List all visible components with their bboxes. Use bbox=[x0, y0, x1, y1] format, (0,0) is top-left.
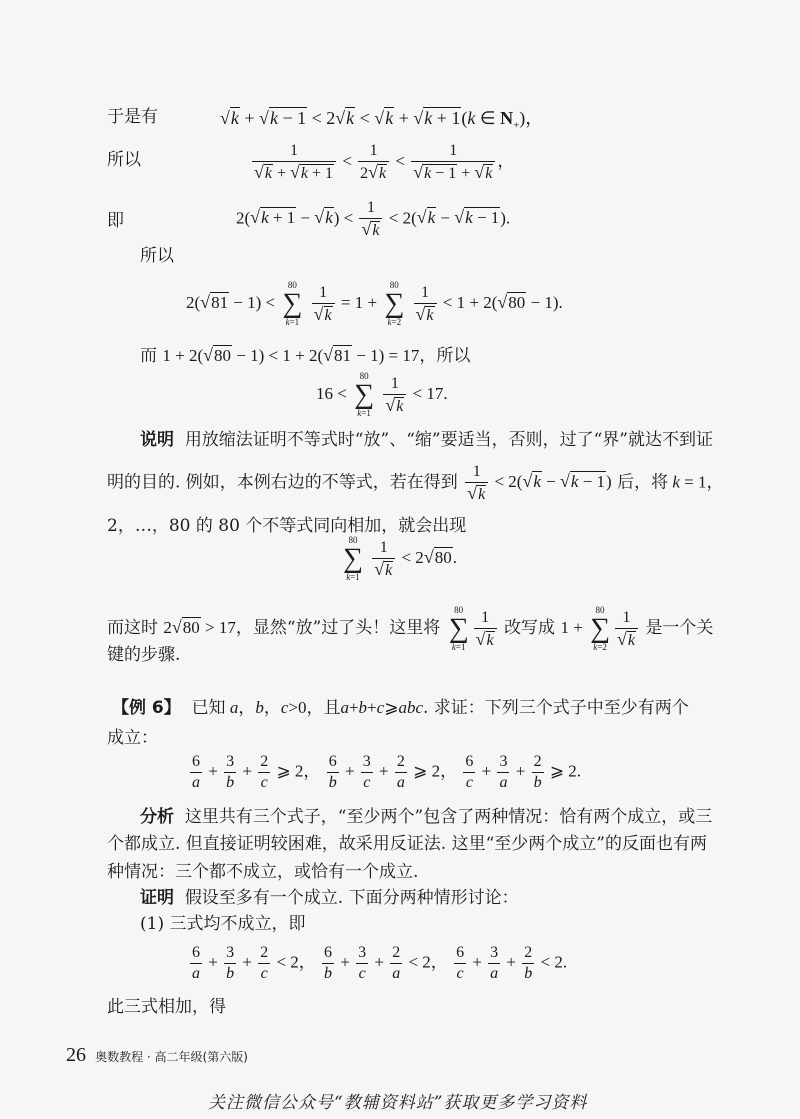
text-fenxi-2: 个都成立. 但直接证明较困难，故采用反证法. 这里“至少两个成立”的反面也有两 bbox=[107, 834, 707, 854]
paragraph-li6: 【例 6】 已知 a，b，c>0，且a+b+c⩾abc. 求证：下列三个式子中至少有两个 bbox=[112, 698, 689, 718]
text-fenxi-3: 种情况：三个都不成立，或恰有一个成立. bbox=[107, 862, 419, 882]
text-li6-d: 成立： bbox=[107, 728, 158, 748]
sentence-er: 而 1 + 2(√80 − 1) < 1 + 2(√81 − 1) = 17，所以 bbox=[140, 345, 471, 366]
label-li6: 【例 6】 bbox=[112, 698, 181, 718]
label-suoyi-1: 所以 bbox=[107, 150, 141, 170]
text-li6-b: ，且 bbox=[306, 698, 341, 718]
label-suoyi-2: 所以 bbox=[140, 246, 174, 266]
text-erzhe-d: 是一个关 bbox=[645, 617, 714, 638]
paragraph-shuoming-line2: 明的目的. 例如，本例右边的不等式，若在得到 $\frac{1}{√k}$ < 2(√k − √k − 1) 后，将 k = 1， bbox=[107, 463, 724, 503]
text-erzhe-a: 而这时 bbox=[107, 617, 158, 638]
text-case1: (1) 三式均不成立，即 bbox=[140, 914, 306, 934]
formula-ineq-2: 2(√k + 1 − √k) < $\frac{1}{√k}$ < 2(√k − √k − 1). bbox=[236, 199, 511, 239]
text-shuoming-2a: 明的目的. 例如，本例右边的不等式，若在得到 bbox=[107, 472, 458, 493]
formula-final-bound: 16 < 80 ∑ k=1 $\frac{1}{√k}$ < 17. bbox=[316, 371, 448, 418]
text-zhengming-1: 假设至多有一个成立. 下面分两种情形讨论： bbox=[184, 888, 519, 908]
label-yushiyou: 于是有 bbox=[107, 107, 158, 127]
label-fenxi: 分析 bbox=[140, 807, 174, 827]
text-shuoming-3: 2，…，80 的 80 个不等式同向相加，就会出现 bbox=[107, 516, 467, 536]
book-title: 奥数教程 · 高二年级(第六版) bbox=[95, 1050, 248, 1064]
text-erzhe-e: 键的步骤. bbox=[107, 645, 181, 665]
paragraph-shuoming-line1 bbox=[140, 428, 713, 452]
text-cishi: 此三式相加，得 bbox=[107, 997, 226, 1017]
formula-sum-2sqrt80: 80 ∑ k=1 $\frac{1}{√k}$ < 2√80. bbox=[343, 535, 457, 582]
label-shuoming: 说明 bbox=[140, 430, 174, 450]
label-er-suffix: ，所以 bbox=[419, 346, 471, 366]
text-li6-c: . 求证：下列三个式子中至少有两个 bbox=[422, 698, 689, 718]
text-erzhe-b: ，显然“放”过了头！这里将 bbox=[235, 617, 441, 638]
paragraph-fenxi-1 bbox=[140, 805, 712, 829]
label-er: 而 bbox=[140, 346, 157, 366]
formula-fractions-1: $\frac{1}{√k + √k + 1}$ < $\frac{1}{2√k}$ < $\frac{1}{√k - 1 + √k}$ ， bbox=[254, 142, 515, 182]
formula-three-ineq-lt: $\frac{6}{a}$ + $\frac{3}{b}$ + $\frac{2}{c}$ < 2， $\frac{6}{b}$ + $\frac{3}{c}$ + $\frac{2}{a}$ < 2， $\frac{6}{c}$ + $\frac{3}{a}$ + $\frac{2}{b}$ < 2. bbox=[192, 944, 568, 982]
watermark-text: 关注微信公众号“教辅资料站”获取更多学习资料 bbox=[208, 1093, 588, 1113]
formula-ineq-1: √k + √k − 1 < 2√k < √k + √k + 1(k ∈ $N_+$)， bbox=[220, 108, 544, 132]
label-zhengming: 证明 bbox=[140, 888, 174, 908]
page-number: 26 bbox=[66, 1044, 86, 1066]
text-erzhe-c: 改写成 bbox=[504, 617, 556, 638]
text-li6-a: 已知 bbox=[191, 698, 226, 718]
formula-three-ineq-geq: $\frac{6}{a}$ + $\frac{3}{b}$ + $\frac{2}{c}$ ⩾ 2， $\frac{6}{b}$ + $\frac{3}{c}$ + $\frac{2}{a}$ ⩾ 2， $\frac{6}{c}$ + $\frac{3}{a}$ + $\frac{2}{b}$ ⩾ 2. bbox=[192, 753, 582, 791]
paragraph-erzhe: 而这时 2√80 > 17，显然“放”过了头！这里将 80 ∑ k=1 $\frac{1}{√k}$ 改写成 1 + 80 ∑ k=2 $\frac{1}{√k}$ 是一个关 bbox=[107, 605, 714, 652]
text-shuoming-2b: 后，将 bbox=[617, 472, 669, 493]
formula-sum-bounds: 2(√81 − 1) < 80 ∑ k=1 $\frac{1}{√k}$ = 1 + 80 ∑ k=2 $\frac{1}{√k}$ < 1 + 2(√80 − 1). bbox=[186, 280, 563, 327]
text-shuoming-1: 用放缩法证明不等式时“放”、“缩”要适当，否则，过了“界”就达不到证 bbox=[184, 430, 713, 450]
page-footer bbox=[66, 1044, 248, 1067]
paragraph-zhengming bbox=[140, 886, 519, 910]
label-ji: 即 bbox=[107, 211, 124, 231]
text-fenxi-1: 这里共有三个式子，“至少两个”包含了两种情况：恰有两个成立，或三 bbox=[184, 807, 713, 827]
